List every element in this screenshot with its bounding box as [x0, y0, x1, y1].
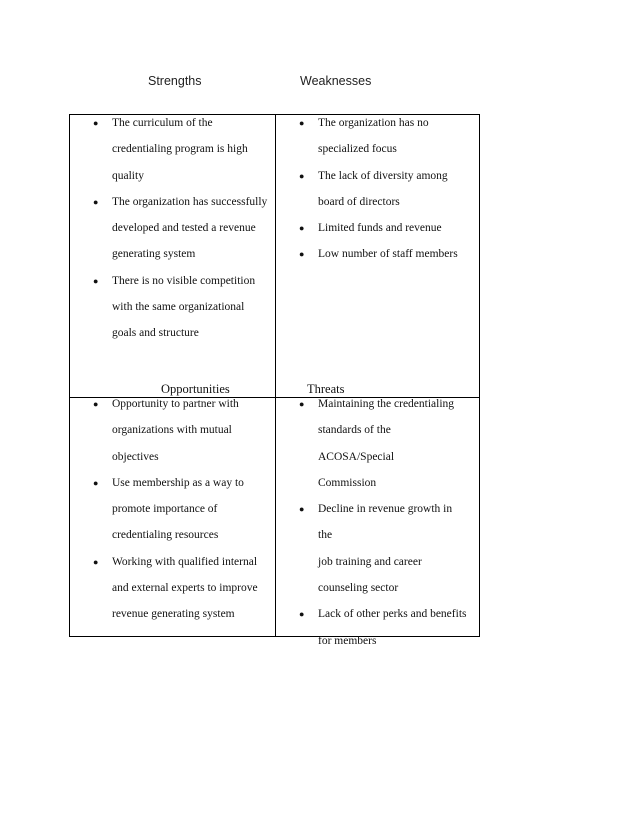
threats-list	[299, 391, 469, 654]
strengths-item	[93, 189, 273, 268]
weaknesses-item	[299, 241, 469, 267]
opportunities-item-line: Working with qualified internal	[112, 555, 258, 568]
strengths-item-line: with the same organizational	[112, 301, 245, 314]
weaknesses-item	[299, 110, 469, 163]
strengths-item-line: There is no visible competition	[112, 274, 256, 287]
bullet-icon: ●	[299, 118, 305, 128]
opportunities-item	[93, 470, 268, 549]
strengths-item	[93, 110, 273, 189]
weaknesses-item-line: board of directors	[318, 195, 400, 208]
bullet-icon: ●	[93, 196, 99, 207]
opportunities-item	[93, 549, 268, 628]
opportunities-item-line: credentialing resources	[112, 529, 219, 542]
threats-item	[299, 391, 469, 496]
swot-table	[69, 114, 480, 647]
weaknesses-item-line: The organization has no	[318, 117, 429, 129]
bullet-icon: ●	[93, 556, 99, 567]
threats-item-line: counseling sector	[318, 582, 399, 595]
threats-heading: Threats	[307, 382, 345, 396]
threats-item-line: standards of the ACOSA/Special	[318, 424, 395, 463]
threats-item-line: Decline in revenue growth in the	[318, 503, 453, 542]
strengths-item-line: goals and structure	[112, 327, 199, 340]
weaknesses-item-line: Limited funds and revenue	[318, 222, 442, 235]
weaknesses-heading: Weaknesses	[300, 74, 372, 88]
opportunities-item-line: and external experts to improve	[112, 582, 258, 595]
threats-item-line: for members	[318, 634, 377, 647]
opportunities-item-line: revenue generating system	[112, 608, 235, 621]
column-divider	[275, 115, 276, 636]
weaknesses-list	[299, 110, 469, 268]
bullet-icon: ●	[93, 477, 99, 488]
bullet-icon: ●	[299, 170, 305, 181]
bullet-icon: ●	[299, 609, 305, 620]
threats-item	[299, 601, 469, 654]
weaknesses-item-line: specialized focus	[318, 143, 397, 156]
opportunities-item-line: Use membership as a way to	[112, 476, 244, 489]
opportunities-item	[93, 391, 268, 470]
weaknesses-item-line: Low number of staff members	[318, 248, 458, 261]
bullet-icon: ●	[299, 399, 305, 409]
strengths-item-line: The curriculum of the	[112, 117, 213, 129]
strengths-item	[93, 268, 273, 347]
strengths-item-line: generating system	[112, 248, 196, 261]
opportunities-item-line: Opportunity to partner with	[112, 398, 239, 410]
opportunities-list	[93, 391, 268, 628]
bullet-icon: ●	[299, 504, 305, 515]
bullet-icon: ●	[93, 399, 99, 409]
threats-item-line: Commission	[318, 476, 377, 489]
strengths-item-line: The organization has successfully	[112, 195, 268, 208]
bullet-icon: ●	[299, 223, 305, 234]
threats-item-line: Maintaining the credentialing	[318, 398, 455, 410]
opportunities-heading: Opportunities	[161, 382, 230, 396]
bullet-icon: ●	[299, 249, 305, 260]
strengths-item-line: credentialing program is high	[112, 143, 248, 156]
strengths-item-line: quality	[112, 169, 144, 182]
bullet-icon: ●	[93, 275, 99, 286]
opportunities-item-line: organizations with mutual	[112, 424, 232, 437]
opportunities-item-line: promote importance of	[112, 503, 218, 516]
weaknesses-item	[299, 215, 469, 241]
threats-item-line: job training and career	[318, 555, 422, 568]
weaknesses-item-line: The lack of diversity among	[318, 169, 448, 182]
strengths-list	[93, 110, 273, 347]
threats-item-line: Lack of other perks and benefits	[318, 608, 467, 621]
threats-item	[299, 496, 469, 601]
weaknesses-item	[299, 163, 469, 216]
strengths-heading: Strengths	[148, 74, 202, 88]
opportunities-item-line: objectives	[112, 450, 159, 463]
strengths-item-line: developed and tested a revenue	[112, 222, 256, 235]
bullet-icon: ●	[93, 118, 99, 128]
